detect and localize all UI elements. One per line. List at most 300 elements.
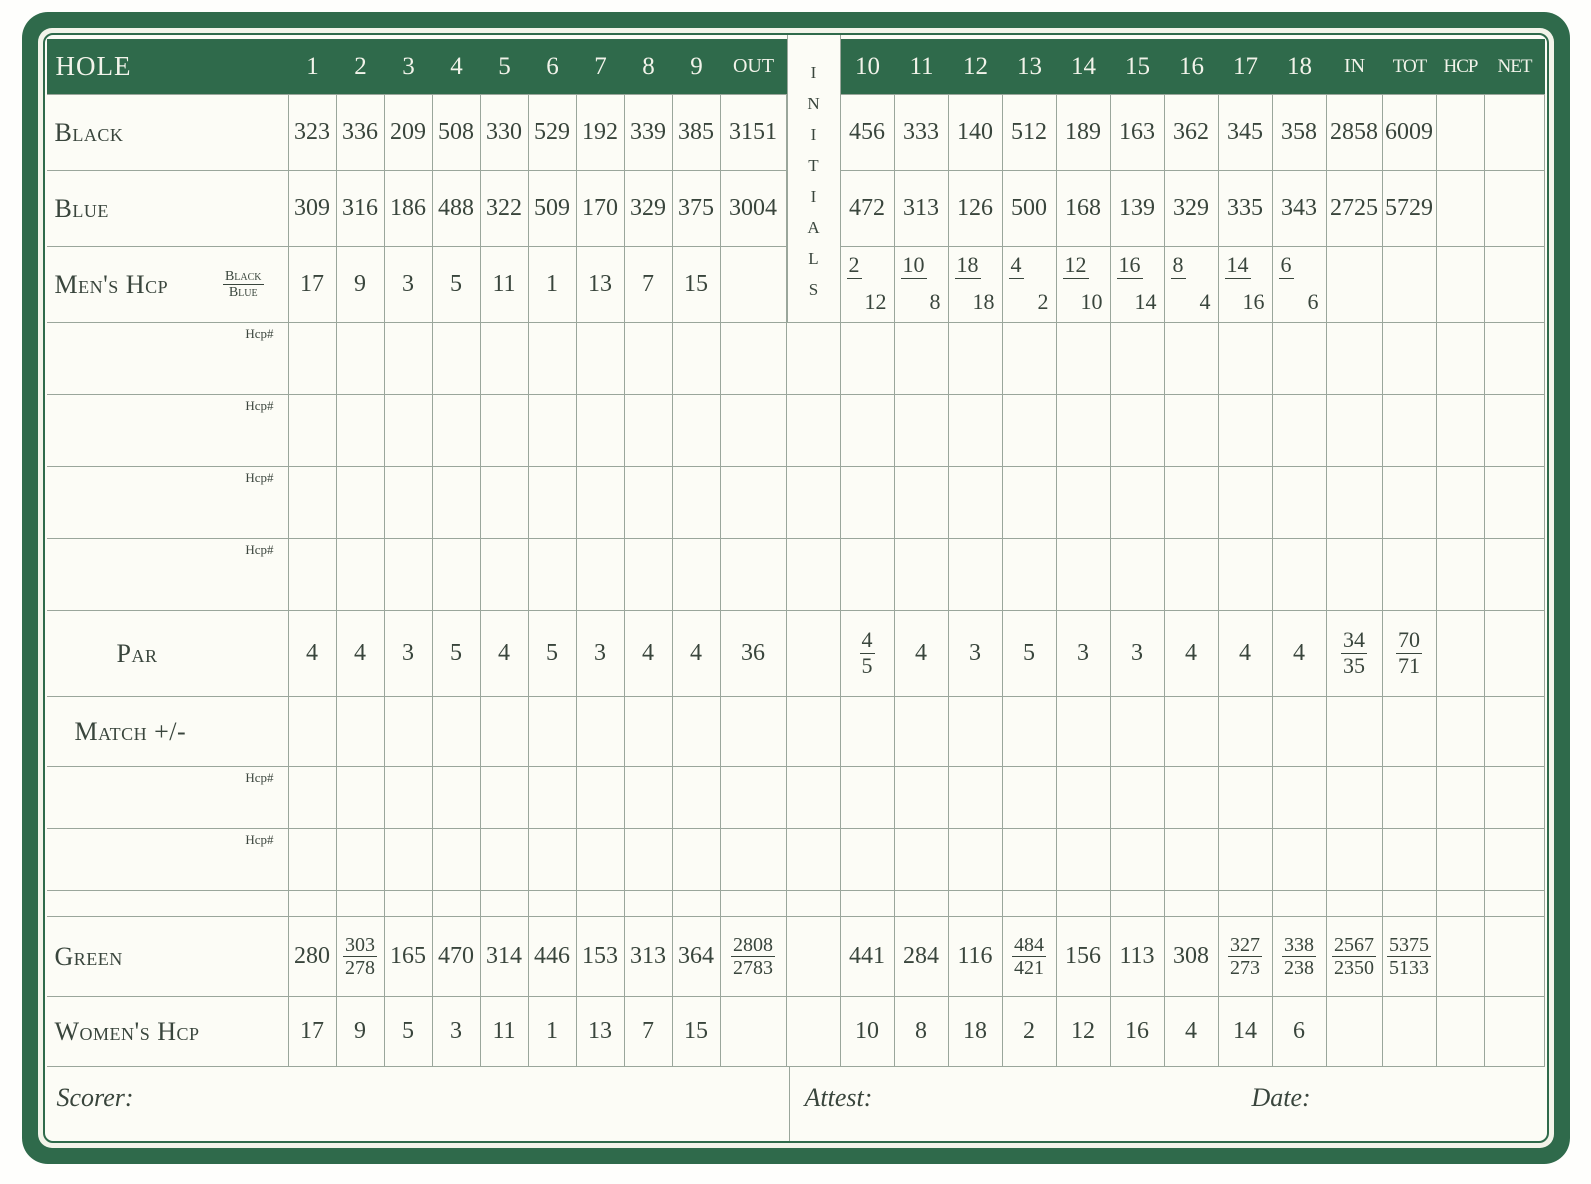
cell-hcp-2-h3	[385, 395, 433, 467]
cell-hcp-4-h6	[529, 539, 577, 611]
cell-green-h11	[895, 917, 949, 997]
cell-spacer-net	[1485, 891, 1545, 917]
stacked-value	[1282, 934, 1316, 980]
cell-hcp-4-out	[721, 539, 787, 611]
stacked-value	[1332, 934, 1376, 980]
header-hole-10: 10	[841, 39, 895, 95]
label-green	[47, 917, 289, 997]
cell-par-h2	[337, 611, 385, 697]
label-hcp-6	[47, 829, 289, 891]
cell-womens-hcp-h18	[1273, 997, 1327, 1067]
signature-row	[47, 1067, 1545, 1141]
cell-par-initials	[787, 611, 841, 697]
stacked-value	[1341, 628, 1367, 678]
cell-mens-hcp-h12	[949, 247, 1003, 323]
cell-mens-hcp-h7	[577, 247, 625, 323]
cell-value: 168	[1065, 195, 1101, 221]
cell-blue-h1	[289, 171, 337, 247]
cell-hcp-3-net	[1485, 467, 1545, 539]
stacked-top: 5375	[1389, 933, 1429, 956]
cell-womens-hcp-tot	[1383, 997, 1437, 1067]
cell-par-h4	[433, 611, 481, 697]
cell-hcp-6-h5	[481, 829, 529, 891]
cell-par-h12	[949, 611, 1003, 697]
cell-match-h16	[1165, 697, 1219, 767]
cell-green-h9	[673, 917, 721, 997]
cell-green-h7	[577, 917, 625, 997]
cell-hcp-4-h12	[949, 539, 1003, 611]
label-womens-hcp	[47, 997, 289, 1067]
cell-value: 4	[354, 640, 366, 666]
cell-value: 1	[546, 1018, 558, 1044]
cell-hcp-4-h13	[1003, 539, 1057, 611]
cell-value: 3	[402, 271, 414, 297]
cell-green-h17	[1219, 917, 1273, 997]
stacked-bottom: 5133	[1389, 957, 1429, 979]
header-hole-6: 6	[529, 39, 577, 95]
cell-hcp-1-h8	[625, 323, 673, 395]
initials-letter: I	[810, 187, 817, 206]
cell-value: 364	[678, 943, 714, 969]
header-hole-18: 18	[1273, 39, 1327, 95]
cell-hcp-4-in	[1327, 539, 1383, 611]
diagonal-top: 4	[1010, 252, 1022, 277]
cell-blue-h11	[895, 171, 949, 247]
cell-value: 345	[1227, 119, 1263, 145]
cell-hcp-5-h13	[1003, 767, 1057, 829]
cell-hcp-4-h10	[841, 539, 895, 611]
cell-value: 362	[1173, 119, 1209, 145]
cell-blue-h18	[1273, 171, 1327, 247]
cell-value: 17	[300, 1018, 324, 1044]
cell-hcp-2-out	[721, 395, 787, 467]
cell-hcp-4-h11	[895, 539, 949, 611]
cell-value: 343	[1281, 195, 1317, 221]
cell-value: 5729	[1385, 195, 1433, 221]
cell-hcp-3-h4	[433, 467, 481, 539]
cell-hcp-6-initials	[787, 829, 841, 891]
initials-letter: T	[808, 156, 819, 175]
cell-black-hcp	[1437, 95, 1485, 171]
cell-green-h13	[1003, 917, 1057, 997]
cell-hcp-3-h2	[337, 467, 385, 539]
cell-value: 4	[498, 640, 510, 666]
cell-green-h5	[481, 917, 529, 997]
cell-hcp-2-tot	[1383, 395, 1437, 467]
cell-hcp-6-h9	[673, 829, 721, 891]
cell-mens-hcp-h18	[1273, 247, 1327, 323]
cell-value: 13	[588, 1018, 612, 1044]
cell-match-h1	[289, 697, 337, 767]
cell-spacer-h16	[1165, 891, 1219, 917]
cell-match-h8	[625, 697, 673, 767]
cell-hcp-1-h18	[1273, 323, 1327, 395]
cell-value: 335	[1227, 195, 1263, 221]
cell-hcp-4-h8	[625, 539, 673, 611]
cell-hcp-6-h16	[1165, 829, 1219, 891]
stacked-top: 2808	[733, 933, 773, 956]
header-hole-label: HOLE	[47, 39, 289, 95]
cell-black-h12	[949, 95, 1003, 171]
diagonal-top: 10	[902, 252, 925, 277]
cell-hcp-5-h10	[841, 767, 895, 829]
cell-value: 2725	[1330, 195, 1378, 221]
label-mens-hcp	[47, 247, 289, 323]
cell-hcp-5-h1	[289, 767, 337, 829]
cell-par-h15	[1111, 611, 1165, 697]
cell-value: 10	[855, 1018, 879, 1044]
cell-value: 4	[1293, 640, 1305, 666]
label-par	[47, 611, 289, 697]
cell-green-h3	[385, 917, 433, 997]
cell-value: 13	[588, 271, 612, 297]
cell-spacer-h12	[949, 891, 1003, 917]
cell-green-h16	[1165, 917, 1219, 997]
cell-black-h17	[1219, 95, 1273, 171]
cell-womens-hcp-h5	[481, 997, 529, 1067]
cell-value: 329	[1173, 195, 1209, 221]
cell-hcp-2-h4	[433, 395, 481, 467]
cell-match-h7	[577, 697, 625, 767]
label-text-hcp-6: Hcp#	[245, 832, 274, 847]
cell-par-h8	[625, 611, 673, 697]
cell-hcp-3-h12	[949, 467, 1003, 539]
cell-value: 456	[849, 119, 885, 145]
cell-black-h14	[1057, 95, 1111, 171]
initials-letter: I	[810, 63, 817, 82]
cell-hcp-5-h12	[949, 767, 1003, 829]
cell-spacer-in	[1327, 891, 1383, 917]
label-hcp-3	[47, 467, 289, 539]
stacked-top: 303	[345, 933, 375, 956]
header-hole-17: 17	[1219, 39, 1273, 95]
cell-value: 314	[486, 943, 522, 969]
date-label: Date:	[1251, 1083, 1311, 1112]
cell-par-h18	[1273, 611, 1327, 697]
cell-green-h10	[841, 917, 895, 997]
cell-hcp-1-tot	[1383, 323, 1437, 395]
cell-match-h2	[337, 697, 385, 767]
cell-value: 163	[1119, 119, 1155, 145]
cell-hcp-4-h3	[385, 539, 433, 611]
stacked-top: 4	[861, 627, 873, 653]
cell-match-h4	[433, 697, 481, 767]
cell-spacer-h3	[385, 891, 433, 917]
cell-black-in	[1327, 95, 1383, 171]
cell-mens-hcp-hcp	[1437, 247, 1485, 323]
cell-hcp-2-net	[1485, 395, 1545, 467]
label-text-black: Black	[54, 117, 124, 147]
cell-green-hcp	[1437, 917, 1485, 997]
cell-blue-hcp	[1437, 171, 1485, 247]
diagonal-top: 14	[1226, 252, 1249, 277]
cell-hcp-3-h11	[895, 467, 949, 539]
cell-green-initials	[787, 917, 841, 997]
cell-hcp-4-h2	[337, 539, 385, 611]
cell-value: 6	[1293, 1018, 1305, 1044]
cell-hcp-2-h15	[1111, 395, 1165, 467]
cell-spacer-out	[721, 891, 787, 917]
attest-label: Attest:	[804, 1083, 873, 1112]
cell-hcp-3-h6	[529, 467, 577, 539]
cell-womens-hcp-h9	[673, 997, 721, 1067]
cell-hcp-1-h5	[481, 323, 529, 395]
cell-value: 441	[849, 943, 885, 969]
cell-hcp-3-hcp	[1437, 467, 1485, 539]
label-hcp-4	[47, 539, 289, 611]
label-text-match: Match +/-	[74, 716, 187, 746]
cell-match-h14	[1057, 697, 1111, 767]
cell-hcp-5-h8	[625, 767, 673, 829]
cell-value: 2858	[1330, 119, 1378, 145]
diagonal-top: 12	[1064, 252, 1087, 277]
row-hcp-5	[47, 767, 1545, 829]
cell-hcp-2-h16	[1165, 395, 1219, 467]
diagonal-top: 16	[1118, 252, 1141, 277]
cell-value: 280	[294, 943, 330, 969]
cell-match-h11	[895, 697, 949, 767]
cell-value: 126	[957, 195, 993, 221]
tee-black-label: Black	[224, 268, 262, 284]
cell-green-h1	[289, 917, 337, 997]
cell-hcp-3-h9	[673, 467, 721, 539]
cell-value: 488	[438, 195, 474, 221]
cell-green-h8	[625, 917, 673, 997]
cell-match-h5	[481, 697, 529, 767]
cell-spacer-h1	[289, 891, 337, 917]
label-text-mens-hcp: Men's Hcp	[54, 269, 169, 299]
cell-value: 308	[1173, 943, 1209, 969]
cell-mens-hcp-out	[721, 247, 787, 323]
cell-black-h11	[895, 95, 949, 171]
cell-hcp-1-h4	[433, 323, 481, 395]
cell-blue-h10	[841, 171, 895, 247]
header-hole-2: 2	[337, 39, 385, 95]
cell-match-h3	[385, 697, 433, 767]
cell-hcp-6-in	[1327, 829, 1383, 891]
cell-mens-hcp-h15	[1111, 247, 1165, 323]
cell-spacer-hcp	[1437, 891, 1485, 917]
cell-green-tot	[1383, 917, 1437, 997]
cell-value: 5	[450, 271, 462, 297]
cell-value: 329	[630, 195, 666, 221]
cell-hcp-5-h6	[529, 767, 577, 829]
header-hole-11: 11	[895, 39, 949, 95]
cell-mens-hcp-h9	[673, 247, 721, 323]
cell-hcp-2-h2	[337, 395, 385, 467]
cell-hcp-5-h7	[577, 767, 625, 829]
cell-hcp-2-h18	[1273, 395, 1327, 467]
cell-mens-hcp-h10	[841, 247, 895, 323]
cell-mens-hcp-in	[1327, 247, 1383, 323]
cell-hcp-5-h9	[673, 767, 721, 829]
cell-value: 3	[1077, 640, 1089, 666]
cell-spacer-h6	[529, 891, 577, 917]
cell-hcp-5-hcp	[1437, 767, 1485, 829]
cell-value: 385	[678, 119, 714, 145]
cell-hcp-6-tot	[1383, 829, 1437, 891]
cell-par-h6	[529, 611, 577, 697]
cell-black-out	[721, 95, 787, 171]
cell-value: 4	[1185, 640, 1197, 666]
cell-black-net	[1485, 95, 1545, 171]
cell-blue-h7	[577, 171, 625, 247]
cell-hcp-3-in	[1327, 467, 1383, 539]
cell-black-h15	[1111, 95, 1165, 171]
diagonal-bottom: 6	[1307, 289, 1319, 314]
cell-value: 313	[903, 195, 939, 221]
diagonal-top: 8	[1172, 252, 1184, 277]
cell-value: 36	[741, 640, 765, 666]
label-blue	[47, 171, 289, 247]
cell-hcp-6-h7	[577, 829, 625, 891]
cell-spacer-h5	[481, 891, 529, 917]
cell-par-in	[1327, 611, 1383, 697]
cell-spacer-h11	[895, 891, 949, 917]
scorecard-inner-ring	[38, 28, 1554, 1148]
cell-value: 4	[690, 640, 702, 666]
cell-match-net	[1485, 697, 1545, 767]
cell-black-h13	[1003, 95, 1057, 171]
cell-black-h3	[385, 95, 433, 171]
cell-hcp-1-h14	[1057, 323, 1111, 395]
cell-black-h6	[529, 95, 577, 171]
cell-hcp-1-initials	[787, 323, 841, 395]
cell-mens-hcp-net	[1485, 247, 1545, 323]
cell-spacer-h4	[433, 891, 481, 917]
cell-value: 14	[1233, 1018, 1257, 1044]
cell-mens-hcp-h11	[895, 247, 949, 323]
cell-value: 512	[1011, 119, 1047, 145]
row-hcp-2	[47, 395, 1545, 467]
cell-value: 156	[1065, 943, 1101, 969]
cell-value: 17	[300, 271, 324, 297]
cell-hcp-2-h17	[1219, 395, 1273, 467]
cell-hcp-6-h3	[385, 829, 433, 891]
cell-value: 375	[678, 195, 714, 221]
cell-par-h11	[895, 611, 949, 697]
cell-par-hcp	[1437, 611, 1485, 697]
cell-mens-hcp-h6	[529, 247, 577, 323]
cell-hcp-4-initials	[787, 539, 841, 611]
diagonal-bottom: 18	[972, 289, 995, 314]
cell-hcp-6-h11	[895, 829, 949, 891]
cell-value: 500	[1011, 195, 1047, 221]
cell-hcp-5-tot	[1383, 767, 1437, 829]
cell-value: 309	[294, 195, 330, 221]
cell-hcp-2-h5	[481, 395, 529, 467]
header-net-label: NET	[1485, 39, 1545, 95]
stacked-bottom: 238	[1284, 957, 1314, 979]
cell-value: 358	[1281, 119, 1317, 145]
diagonal-bottom: 12	[864, 289, 887, 314]
cell-green-h6	[529, 917, 577, 997]
cell-hcp-3-h5	[481, 467, 529, 539]
stacked-value	[731, 934, 775, 980]
cell-blue-h14	[1057, 171, 1111, 247]
cell-hcp-3-h15	[1111, 467, 1165, 539]
label-text-hcp-2: Hcp#	[245, 398, 274, 413]
cell-hcp-3-tot	[1383, 467, 1437, 539]
stacked-value	[1396, 628, 1422, 678]
footer-divider	[789, 1067, 790, 1141]
header-hole-12: 12	[949, 39, 1003, 95]
cell-par-h1	[289, 611, 337, 697]
scorer-label: Scorer:	[56, 1083, 134, 1112]
cell-hcp-5-h3	[385, 767, 433, 829]
cell-value: 313	[630, 943, 666, 969]
tee-blue-label: Blue	[228, 285, 258, 300]
cell-mens-hcp-h13	[1003, 247, 1057, 323]
cell-value: 323	[294, 119, 330, 145]
cell-value: 5	[1023, 640, 1035, 666]
stacked-top: 338	[1284, 933, 1314, 956]
cell-hcp-6-h12	[949, 829, 1003, 891]
cell-womens-hcp-h16	[1165, 997, 1219, 1067]
cell-hcp-1-h16	[1165, 323, 1219, 395]
cell-hcp-5-h18	[1273, 767, 1327, 829]
initials-letter: S	[808, 280, 819, 299]
cell-hcp-2-in	[1327, 395, 1383, 467]
cell-value: 4	[306, 640, 318, 666]
cell-hcp-3-out	[721, 467, 787, 539]
cell-hcp-5-out	[721, 767, 787, 829]
cell-hcp-1-h12	[949, 323, 1003, 395]
row-green	[47, 917, 1545, 997]
cell-green-h18	[1273, 917, 1327, 997]
row-hcp-6	[47, 829, 1545, 891]
header-hole-13: 13	[1003, 39, 1057, 95]
cell-value: 2	[1023, 1018, 1035, 1044]
cell-hcp-1-h7	[577, 323, 625, 395]
label-spacer	[47, 891, 289, 917]
initials-strip	[787, 35, 841, 323]
cell-value: 15	[684, 271, 708, 297]
cell-hcp-4-h5	[481, 539, 529, 611]
cell-spacer-h18	[1273, 891, 1327, 917]
cell-blue-h3	[385, 171, 433, 247]
cell-mens-hcp-h4	[433, 247, 481, 323]
cell-black-h9	[673, 95, 721, 171]
cell-hcp-2-h8	[625, 395, 673, 467]
cell-value: 7	[642, 1018, 654, 1044]
row-match	[47, 697, 1545, 767]
cell-black-h8	[625, 95, 673, 171]
cell-value: 508	[438, 119, 474, 145]
cell-hcp-2-h13	[1003, 395, 1057, 467]
cell-hcp-1-out	[721, 323, 787, 395]
cell-womens-hcp-h1	[289, 997, 337, 1067]
cell-value: 3	[594, 640, 606, 666]
cell-mens-hcp-h1	[289, 247, 337, 323]
cell-value: 3151	[729, 119, 777, 145]
cell-blue-h9	[673, 171, 721, 247]
cell-match-tot	[1383, 697, 1437, 767]
label-match	[47, 697, 289, 767]
cell-value: 139	[1119, 195, 1155, 221]
cell-value: 16	[1125, 1018, 1149, 1044]
diagonal-bottom: 4	[1199, 289, 1211, 314]
cell-hcp-6-h10	[841, 829, 895, 891]
cell-green-h2	[337, 917, 385, 997]
cell-mens-hcp-h5	[481, 247, 529, 323]
label-text-green: Green	[54, 941, 123, 971]
cell-value: 333	[903, 119, 939, 145]
cell-match-h6	[529, 697, 577, 767]
cell-value: 3	[450, 1018, 462, 1044]
cell-value: 336	[342, 119, 378, 145]
cell-hcp-3-h3	[385, 467, 433, 539]
